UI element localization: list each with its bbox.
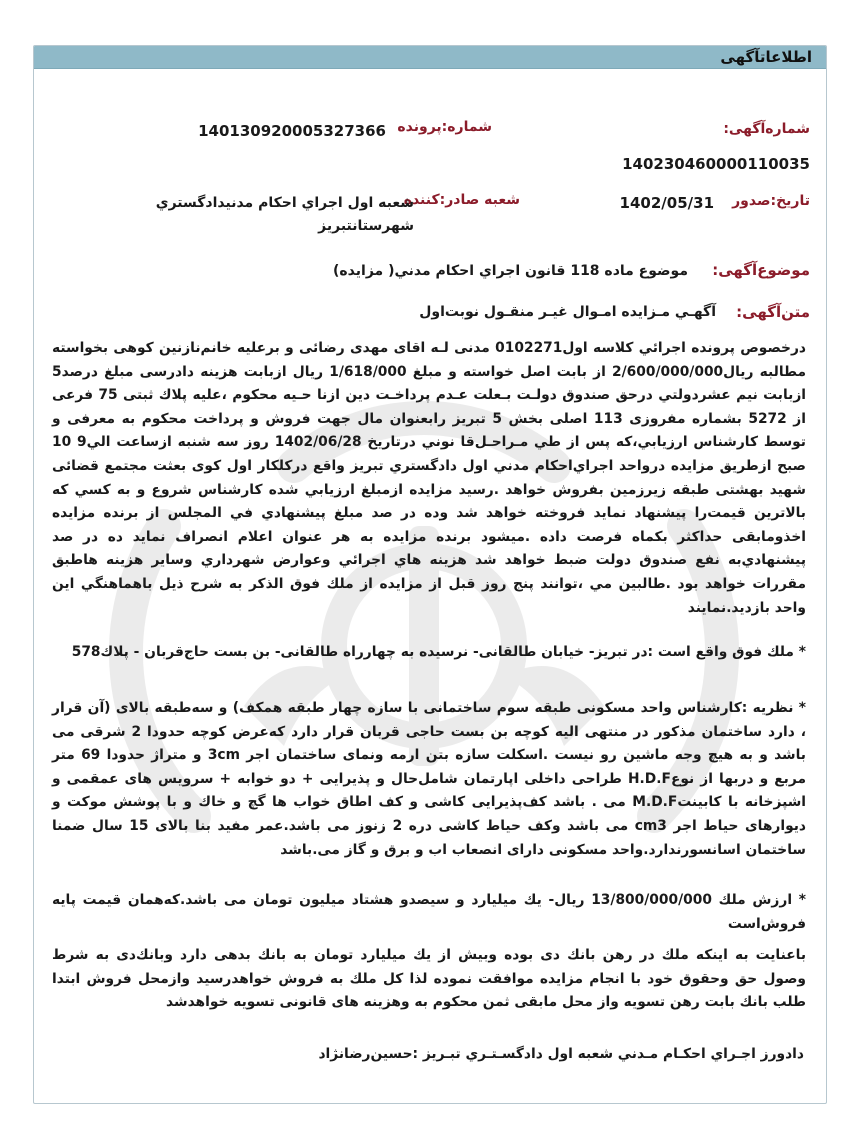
header-bar bbox=[34, 46, 826, 69]
ad-number-label: شماره‌آگهی: bbox=[723, 121, 810, 137]
issue-date-label: تاریخ:صدور bbox=[732, 193, 810, 209]
issue-date-value: 1402/05/31 bbox=[619, 194, 714, 212]
signature: دادورز اجـراي احكـام مـدني شعبه اول دادگسـتـري تبـريز :حسين‌رضانژاد bbox=[318, 1046, 804, 1062]
issuer-value-line2: شهرستانتبريز bbox=[318, 218, 414, 234]
body-paragraph-4: * ارزش ملك 13/800/000/000 ريال- يك ميليارد و سيصدو هشتاد ميليون تومان می باشد.كه‌همان قيمت پايه فروش‌است bbox=[52, 892, 806, 932]
ad-number-value: 140230460000110035 bbox=[622, 155, 810, 173]
body-paragraph-1: درخصوص پرونده اجرائي كلاسه اول0102271 مدنی لـه اقای مهدی رضائی و برعليه خانم‌نازنين كوهی بخواسته مطالبه ريال2/600/000/000 از بابت اصل خواسته و مبلغ 1/618/000 ريال ازبابت هزينه دادرسی مبلغ درصد5 ازبابت نيم عشردولتي درحق صندوق دولـت بـعلت عـدم پرداخـت دين ازنا حـيه محكوم ،عليه پلاك ثبتی 75 فرعی از 5272 بشماره مفروزی 113 اصلی بخش 5 تبريز رابعنوان مال جهت فروش و پرداخت محكوم به معرفی و توسط كارشناس ارزيابي،كه پس از طي مـراحـل‌قا نوني درتاريخ 1402/06/28 روز سه شنبه ازساعت الي9 10 صبح ازطريق مزايده درواحد اجراي‌احكام مدني اول دادگستري تبريز واقع دركلكار اول كوی بعثت مجتمع قضائی شهيد بهشتی طبقه زيرزمين بفروش خواهد .رسيد مزايده ازمبلغ ارزيابي شده كارشناس شروع و به كسي كه بالاترين قيمت‌را پيشنهاد نمايد فروخته خواهد شد وده در صد مبلغ پيشنهادي في المجلس از برنده مزايده اخذومابقی حداكثر بكماه فرصت داده .ميشود برنده مزايده به هر عنوان اعلام انصراف نمايد ده در صد پيشنهادي‌به نفع صندوق دولت ضبط خواهد شد هزينه هاي اجرائي وعوارض شهرداري وساير هزينه هاطبق مقررات خواهد بود .طالبين مي ،توانند پنج روز قبل از مزايده از ملك فوق الذكر به شرح ذيل باهماهنگي اين واحد بازديد.نمايند bbox=[52, 340, 807, 616]
header-title: اطلاعاتآگهی bbox=[720, 48, 812, 66]
body-paragraph-5: باعنايت به اينكه ملك در رهن بانك دی بوده وبيش از يك ميليارد تومان به بانك بدهی دارد وبانك‌دی به شرط وصول حق وحقوق خود با انجام مزايده موافقت نموده لذا كل ملك به فروش خواهدرسيد وازمحل فروش ابتدا طلب بانك بابت رهن تسويه واز محل مابقی ثمن محكوم به وهزينه های قانونی تسويه خواهدشد bbox=[52, 947, 806, 1011]
body-paragraph-3: * نظريه :كارشناس واحد مسكونی طبقه سوم ساختمانی با سازه چهار طبقه همكف) و سه‌طبقه بالای (آن قرار ، دارد ساختمان مذكور در منتهی اليه كوچه بن بست حاجی قربان قرار دارد كه‌عرض كوچه حدودا 2 شرقی می باشد و به هيچ وجه ماشين رو نيست .اسكلت سازه بتن ارمه ونمای ساختمان اجر 3cm و متراژ حدودا 69 متر مربع و دربها از نوعH.D.F طراحی داخلی اپارتمان شامل‌حال و پذيرايی + دو خوابه + سرويس های عمقمی و اشپزخانه با كابينتM.D.F می . باشد كف‌پذيرايی كاشی و كف اطاق خواب ها گچ و خاك و با پوشش موكت و ديوارهای حياط اجر cm3 می باشد وكف حياط كاشی دره 2 زنوز می باشد.عمر مفيد بنا بالای 15 سال ضمنا ساختمان اسانسورندارد.واحد مسكونی دارای انصعاب اب و برق و گاز می.باشد bbox=[52, 700, 807, 858]
text-title: آگهـي مـزايده امـوال غيـر منقـول نوبت‌اول bbox=[419, 304, 716, 320]
subject-label: موضوع‌آگهی: bbox=[712, 261, 810, 279]
notice-frame bbox=[33, 45, 827, 1104]
text-label: متن‌آگهی: bbox=[736, 303, 810, 321]
case-number-label: شماره:پرونده bbox=[397, 119, 492, 135]
case-number-value: 14013092000532736‌6 bbox=[198, 122, 386, 140]
issuer-value-line1: شعبه اول اجراي احكام مدنيدادگستري bbox=[155, 195, 414, 211]
issuer-label: شعبه صادر:کننده bbox=[403, 192, 520, 208]
body-paragraph-2: * ملك فوق واقع است :در تبريز- خيابان طالقانی- نرسيده به چهارراه طالقانی- بن بست حاج‌قربان - پلاك578 bbox=[71, 644, 806, 660]
notice-content bbox=[34, 69, 826, 1103]
subject-value: موضوع ماده 118 قانون اجراي احكام مدني( مزايده) bbox=[333, 263, 688, 279]
